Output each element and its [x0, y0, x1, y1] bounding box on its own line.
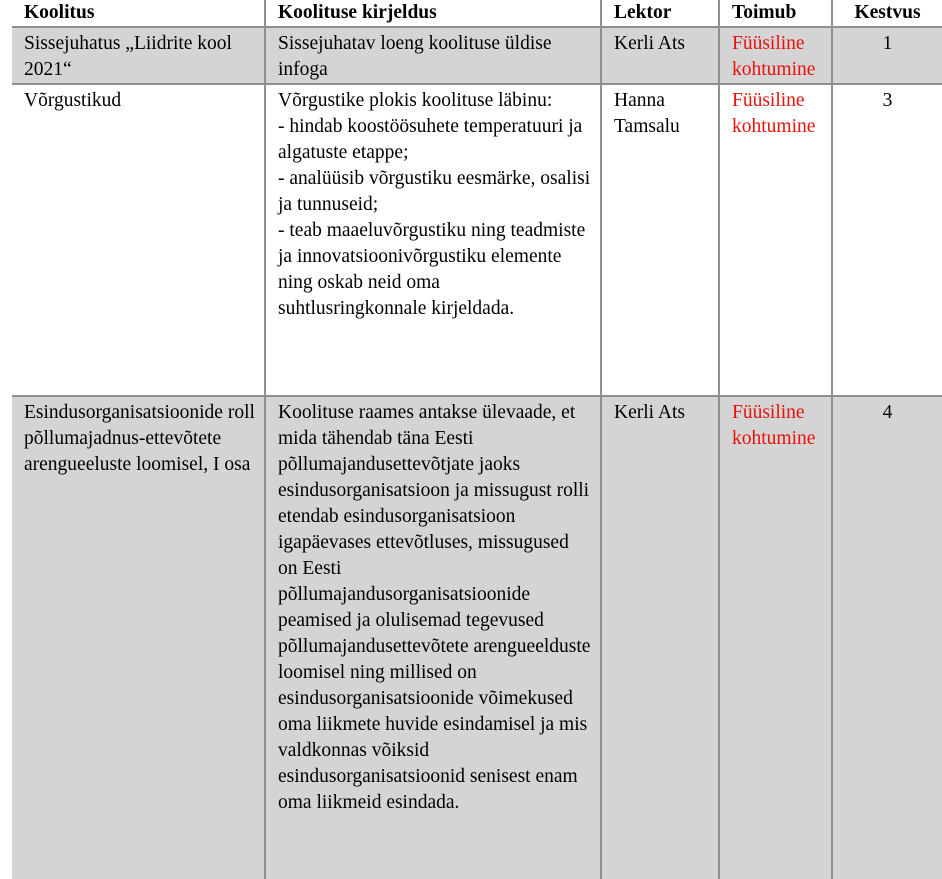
- cell-kestvus: 4: [832, 396, 942, 879]
- header-kestvus: Kestvus: [832, 0, 942, 27]
- table-row: [12, 27, 942, 84]
- table-row: [12, 396, 942, 879]
- table-row: [12, 84, 942, 396]
- header-toimub: Toimub: [719, 0, 832, 27]
- cell-toimub: Füüsiline kohtumine: [719, 396, 832, 879]
- cell-kirjeldus: Võrgustike plokis koolituse läbinu: - hindab koostöösuhete temperatuuri ja algatuste etappe; - analüüsib võrgustiku eesmärke, osalisi ja tunnuseid; - teab maaeluvõrgustiku ning teadmiste ja innovatsioonivõrgustiku elemente ning oskab neid oma suhtlusringkonnale kirjeldada.: [265, 84, 601, 396]
- header-lektor: Lektor: [601, 0, 719, 27]
- cell-koolitus: Võrgustikud: [12, 84, 265, 396]
- cell-lektor: Hanna Tamsalu: [601, 84, 719, 396]
- cell-kirjeldus: Sissejuhatav loeng koolituse üldise infoga: [265, 27, 601, 84]
- cell-kestvus: 3: [832, 84, 942, 396]
- header-koolitus: Koolitus: [12, 0, 265, 27]
- cell-kirjeldus: Koolituse raames antakse ülevaade, et mida tähendab täna Eesti põllumajandusettevõtjate jaoks esindusorganisatsioon ja missugust rolli etendab esindusorganisatsioon igapäevases ettevõtluses, missugused on Eesti põllumajandusorganisatsioonide peamised ja olulisemad tegevused põllumajandusettevõtete arengueelduste loomisel ning millised on esindusorganisatsioonide võimekused oma liikmete huvide esindamisel ja mis valdkonnas võiksid esindusorganisatsioonid senisest enam oma liikmeid esindada.: [265, 396, 601, 879]
- cell-lektor: Kerli Ats: [601, 396, 719, 879]
- cell-toimub: Füüsiline kohtumine: [719, 84, 832, 396]
- cell-koolitus: Esindusorganisatsioonide roll põllumajadnus-ettevõtete arengueeluste loomisel, I osa: [12, 396, 265, 879]
- table-header-row: [12, 0, 942, 27]
- header-kirjeldus: Koolituse kirjeldus: [265, 0, 601, 27]
- cell-toimub: Füüsiline kohtumine: [719, 27, 832, 84]
- training-schedule-table: [12, 0, 942, 879]
- cell-kestvus: 1: [832, 27, 942, 84]
- cell-koolitus: Sissejuhatus „Liidrite kool 2021“: [12, 27, 265, 84]
- cell-lektor: Kerli Ats: [601, 27, 719, 84]
